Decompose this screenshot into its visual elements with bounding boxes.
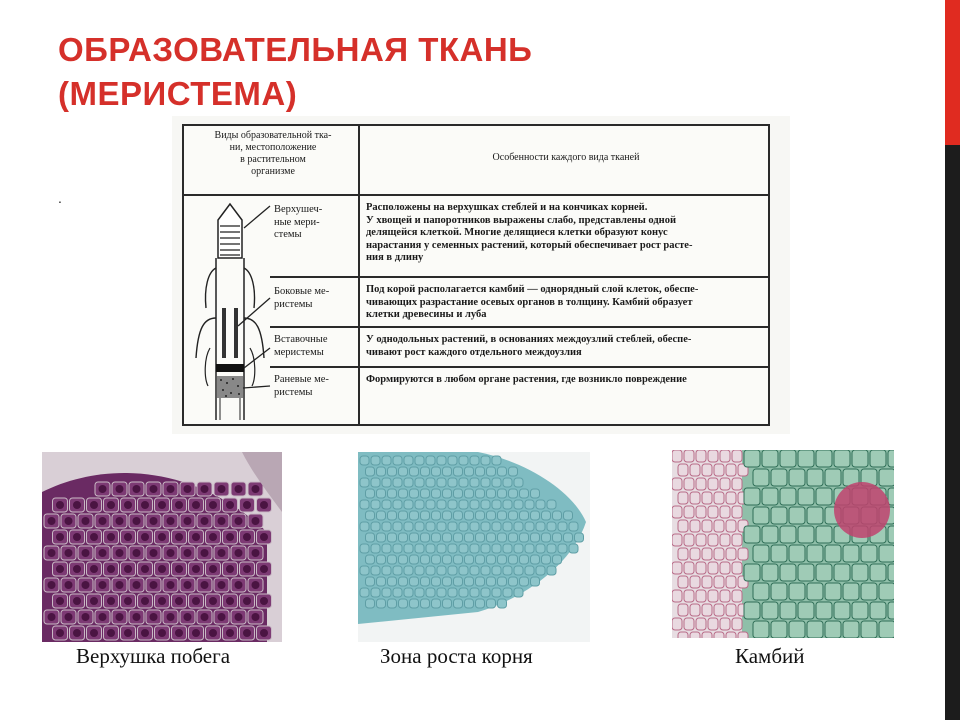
row-rule-2 [270,326,768,328]
desc-wound [366,374,766,387]
photo-shoot-apex [42,452,282,642]
header-left-line: в растительном [240,154,306,165]
accent-bar-red [945,0,960,145]
caption-root-growth-zone: Зона роста корня [380,644,533,668]
desc-line: делящейся клеткой. Многие делящиеся клетки образуют конус [366,227,668,238]
table-header-rule [184,194,768,196]
cambium-micrograph [672,450,894,638]
type-wound [274,374,356,399]
type-line: Боковые ме- [274,286,330,297]
desc-line: ния в длину [366,252,424,263]
photo-cambium [672,450,894,638]
header-left-line: Виды образовательной тка- [214,130,332,141]
caption-cambium: Камбий [735,644,805,668]
root-tip-micrograph [358,452,590,642]
desc-line: нарастания у семенных растений, который обеспечивает рост расте- [366,239,693,251]
shoot-apex-micrograph [42,452,282,642]
header-left-line: ни, местоположение [229,142,317,153]
desc-line: Под корой располагается камбий — однорядный слой клеток, обеспе- [366,284,699,295]
desc-line: Расположены на верхушках стеблей и на кончиках корней. [366,202,648,213]
desc-lateral [366,284,766,322]
header-left-line: организме [251,166,295,177]
title-line-2: (МЕРИСТЕМА) [58,75,298,112]
table-divider-vertical [358,126,360,424]
accent-bar-dark [945,145,960,720]
caption-shoot-apex: Верхушка побега [76,644,231,668]
type-line: ристемы [274,298,313,310]
header-left [188,130,358,178]
desc-line: чивают рост каждого отдельного междоузлия [366,346,582,358]
type-line: Верхушеч- [274,204,323,215]
meristem-table-figure [172,116,790,434]
type-line: Раневые ме- [274,374,329,385]
desc-apical [366,202,766,265]
desc-line: У хвощей и папоротников выражены слабо, представлены одной [366,214,677,226]
meristem-table [182,124,770,426]
desc-intercalary [366,334,766,359]
type-line: ристемы [274,386,313,398]
type-lateral [274,286,356,311]
plant-apex-diagram [186,198,272,424]
photo-root-growth-zone [358,452,590,642]
row-rule-1 [270,276,768,278]
desc-line: клетки древесины и луба [366,309,487,320]
desc-line: Формируются в любом органе растения, где возникло повреждение [366,374,687,385]
type-apical [274,204,356,242]
type-line: Вставочные [274,334,328,345]
row-rule-3 [270,366,768,368]
bullet-dot: . [58,190,62,206]
slide-title [58,28,532,116]
title-line-1: ОБРАЗОВАТЕЛЬНАЯ ТКАНЬ [58,31,533,68]
header-right: Особенности каждого вида тканей [492,152,640,163]
desc-line: У однодольных растений, в основаниях междоузлий стеблей, обеспе- [366,334,692,345]
type-line: стемы [274,229,302,240]
type-line: меристемы [274,346,324,358]
desc-line: чивающих разрастание осевых органов в толщину. Камбий образует [366,296,693,308]
type-intercalary [274,334,356,359]
type-line: ные мери- [274,216,320,228]
